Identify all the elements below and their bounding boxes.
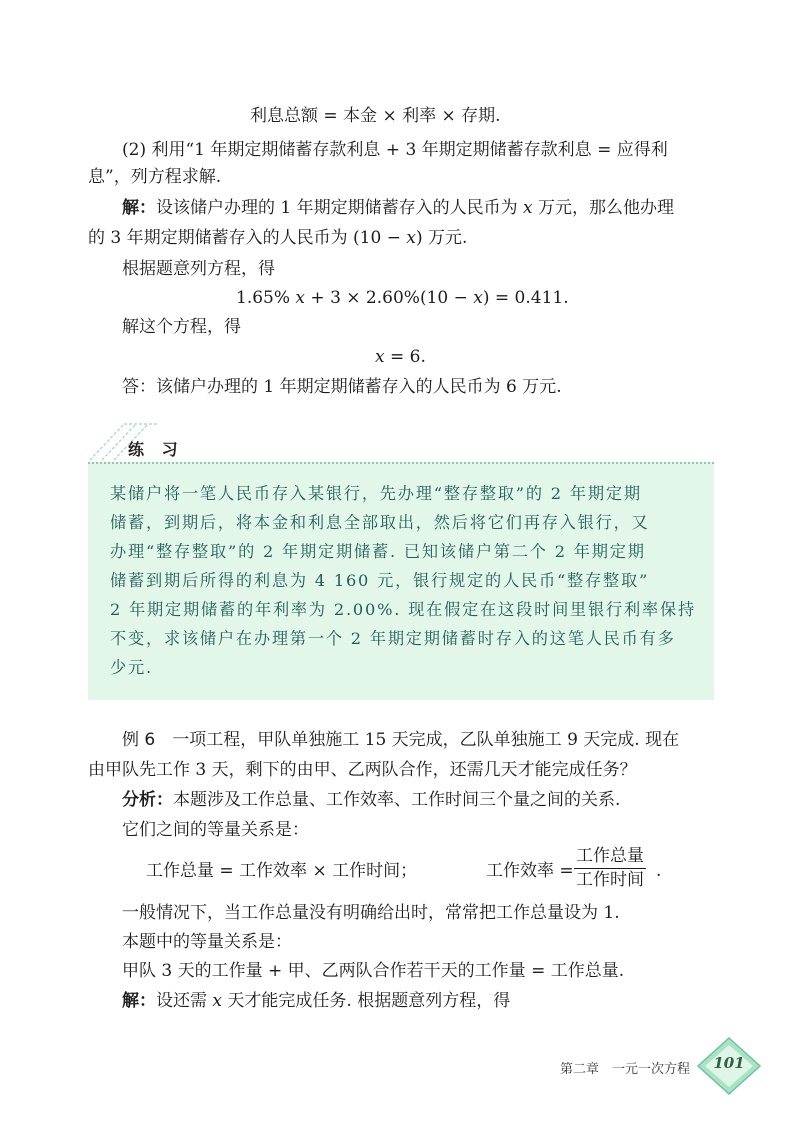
analysis-label: 分析： (122, 790, 173, 810)
answer-line: 答：该储户办理的 1 年期定期储蓄存入的人民币为 6 万元. (122, 377, 562, 397)
practice-line: 某储户将一笔人民币存入某银行，先办理“整存整取”的 2 年期定期 (110, 484, 642, 503)
work-efficiency-fraction (574, 845, 646, 891)
practice-line: 少元. (110, 658, 153, 677)
example6-solution-label: 解： (122, 991, 156, 1011)
relation-equation: 甲队 3 天的工作量 + 甲、乙两队合作若干天的工作量 = 工作总量. (122, 961, 625, 981)
solution-result: x = 6. (375, 347, 426, 367)
step2-line1: (2) 利用“1 年期定期储蓄存款利息 + 3 年期定期储蓄存款利息 = 应得利 (122, 140, 668, 160)
example6-solution: 解：设还需 x 天才能完成任务. 根据题意列方程，得 (122, 991, 511, 1011)
fraction-denominator: 工作时间 (576, 870, 644, 890)
practice-line: 2 年期定期储蓄的年利率为 2.00%. 现在假定在这段时间里银行利率保持 (110, 600, 696, 619)
step2-line2: 息”，列方程求解. (88, 167, 222, 187)
solution-line5: 解这个方程，得 (122, 317, 241, 337)
solution-line1: 解：设该储户办理的 1 年期定期储蓄存入的人民币为 x 万元，那么他办理 (122, 198, 675, 218)
solution-line2: 的 3 年期定期储蓄存入的人民币为 (10 − x) 万元. (88, 228, 468, 248)
work-formula-right-lhs: 工作效率 = (486, 861, 574, 881)
example6-label: 例 6 (122, 730, 156, 750)
analysis-line: 分析：本题涉及工作总量、工作效率、工作时间三个量之间的关系. (122, 790, 621, 810)
work-formula-left: 工作总量 = 工作效率 × 工作时间； (146, 861, 418, 881)
interest-formula: 利息总额 = 本金 × 利率 × 存期. (250, 106, 501, 126)
page-number: 101 (713, 1054, 745, 1072)
fraction-numerator: 工作总量 (574, 845, 646, 869)
practice-line: 办理“整存整取”的 2 年期定期储蓄. 已知该储户第二个 2 年期定期 (110, 542, 646, 561)
solution-line3: 根据题意列方程，得 (122, 259, 275, 279)
relation2: 本题中的等量关系是： (122, 932, 292, 952)
practice-title: 练 习 (128, 440, 184, 459)
practice-line: 储蓄到期后所得的利息为 4 160 元，银行规定的人民币“整存整取” (110, 571, 650, 590)
practice-line: 不变，求该储户在办理第一个 2 年期定期储蓄时存入的这笔人民币有多 (110, 629, 676, 648)
example6-line1: 例 6 一项工程，甲队单独施工 15 天完成，乙队单独施工 9 天完成. 现在 (122, 730, 680, 750)
practice-line: 储蓄，到期后，将本金和利息全部取出，然后将它们再存入银行，又 (110, 513, 650, 532)
relation-intro: 它们之间的等量关系是： (122, 820, 309, 840)
example6-line2: 由甲队先工作 3 天，剩下的由甲、乙两队合作，还需几天才能完成任务？ (88, 760, 637, 780)
chapter-footer: 第二章 一元一次方程 (560, 1062, 691, 1077)
solution-label: 解： (122, 198, 156, 218)
main-equation: 1.65% x + 3 × 2.60%(10 − x) = 0.411. (236, 288, 569, 308)
fraction-period: . (656, 861, 662, 881)
general-note: 一般情况下，当工作总量没有明确给出时，常常把工作总量设为 1. (122, 903, 620, 923)
